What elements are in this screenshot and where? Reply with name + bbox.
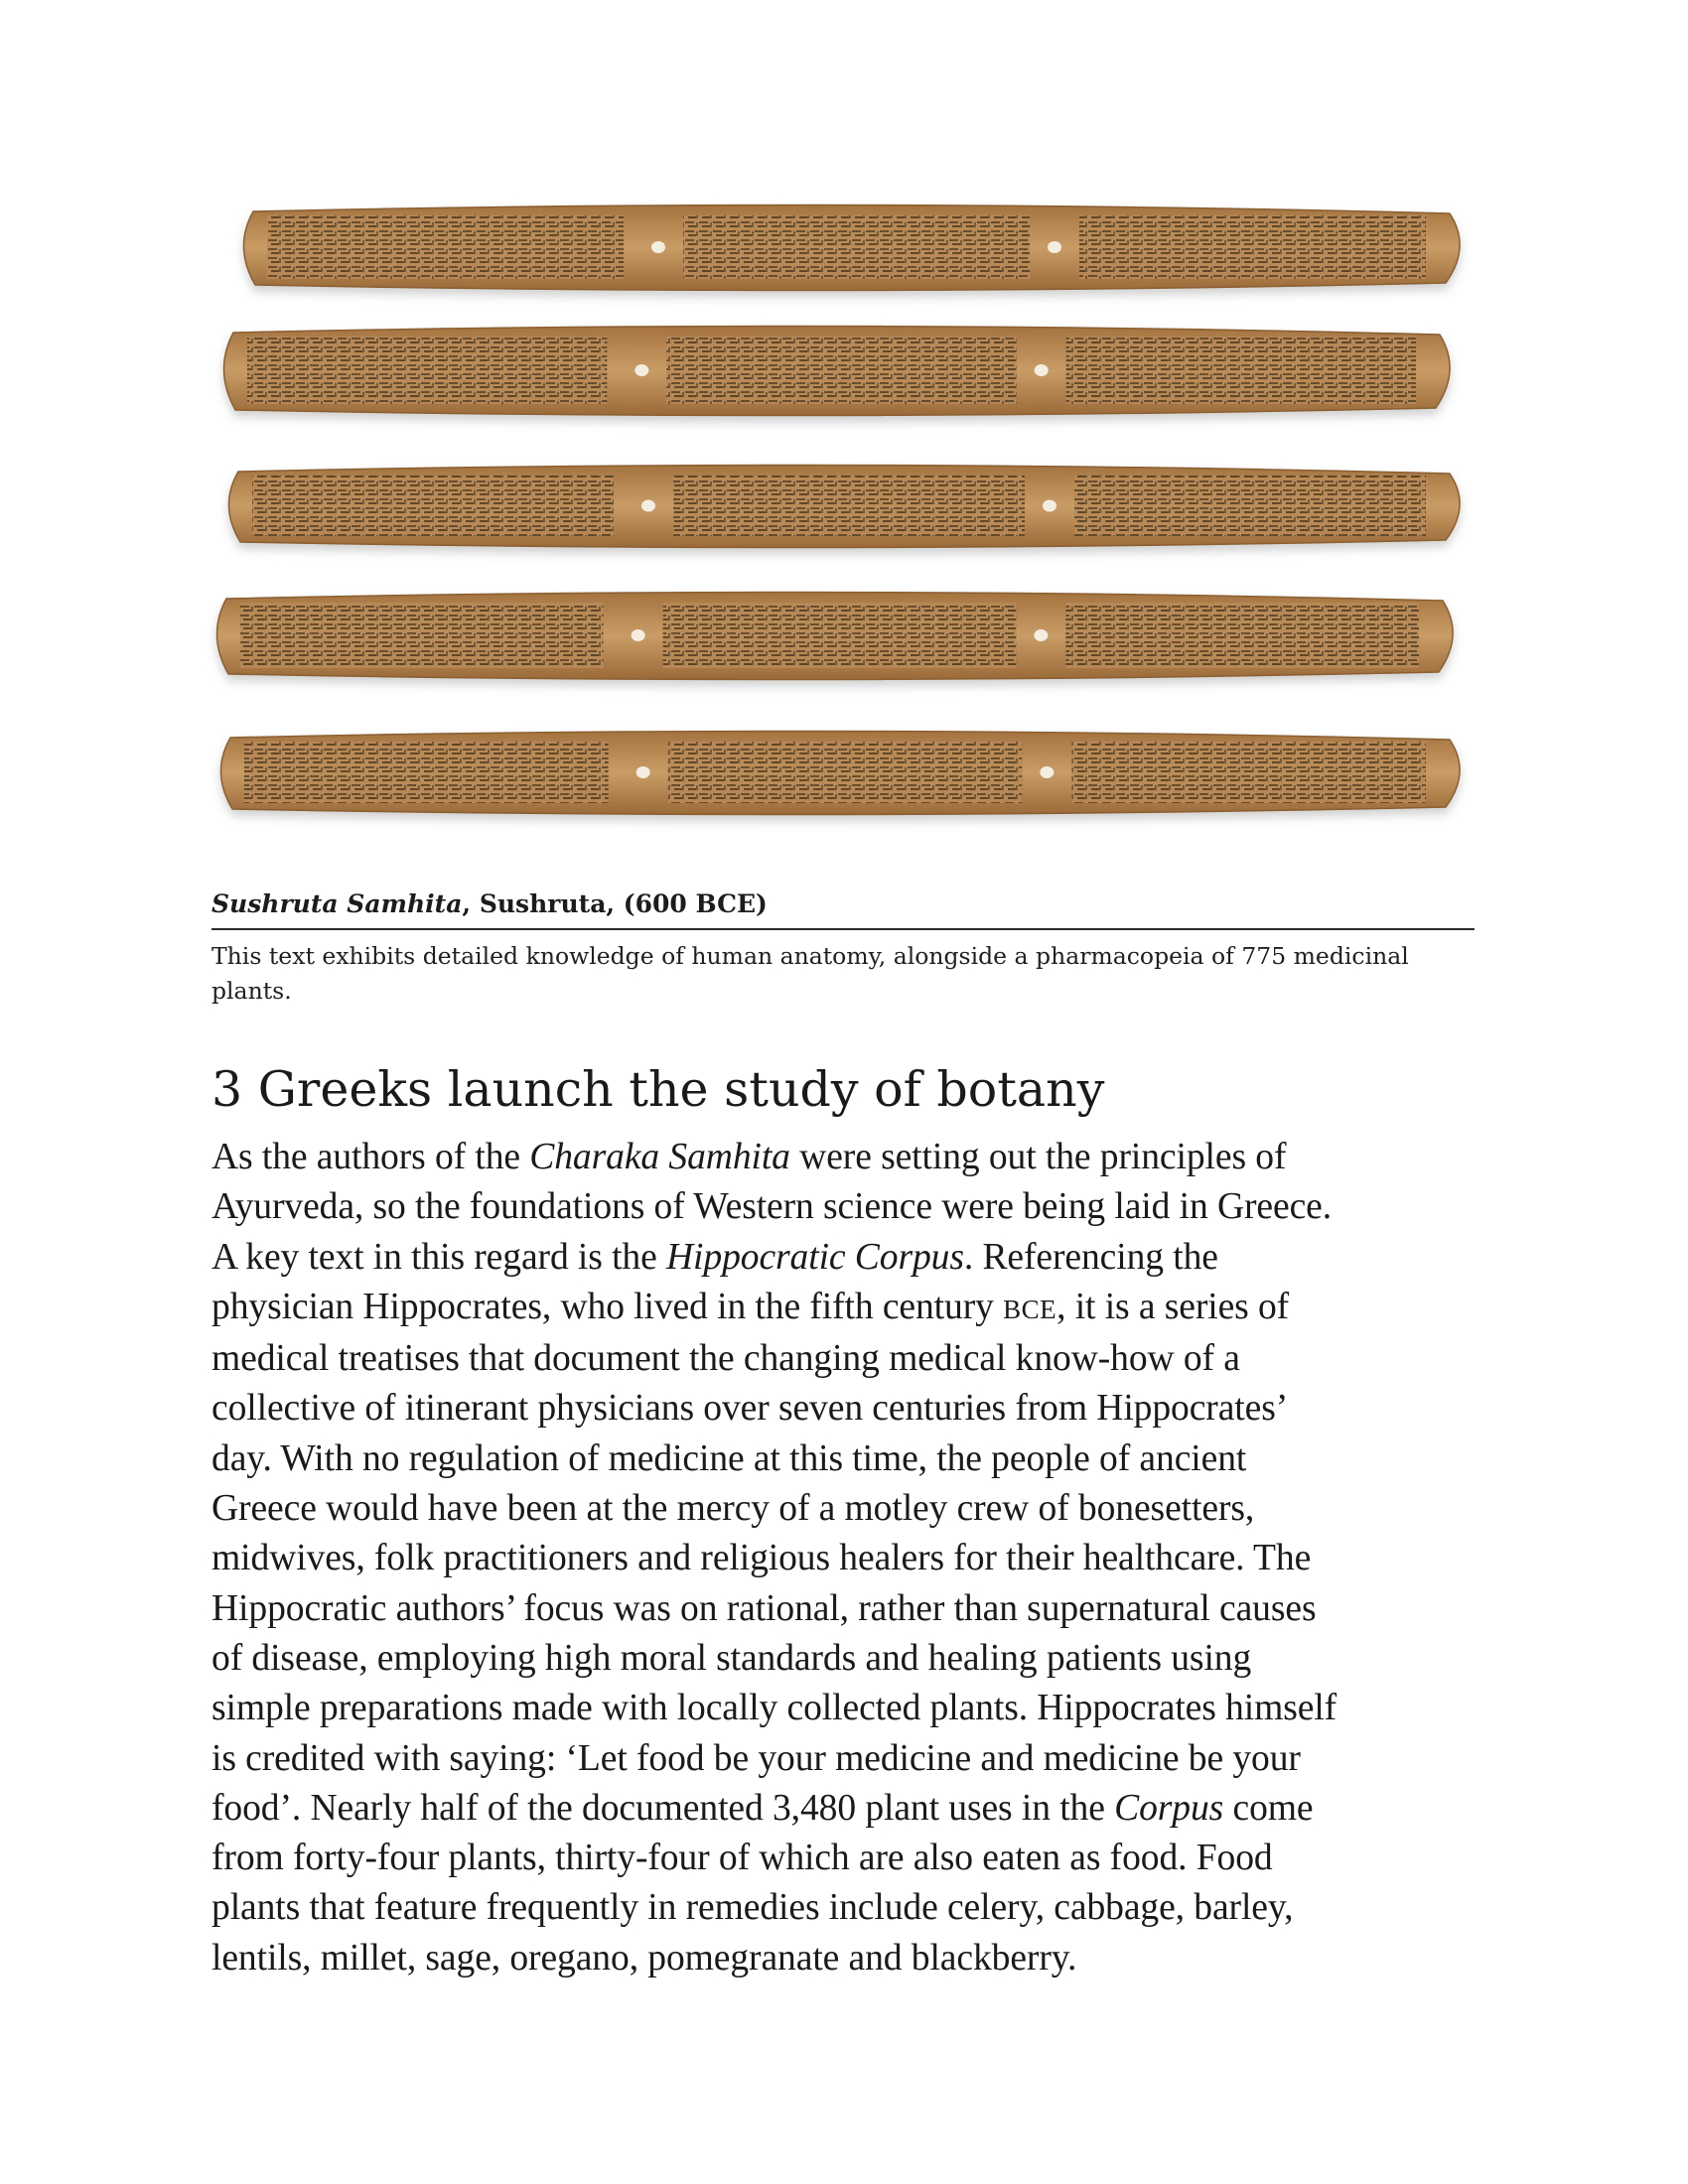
script-panel — [666, 337, 1016, 404]
body-line: Ayurveda, so the foundations of Western science were being laid in Greece. — [211, 1186, 1333, 1228]
script-panel — [1071, 742, 1426, 803]
script-panel — [267, 215, 624, 279]
script-panel — [1074, 476, 1426, 536]
section-heading: 3 Greeks launch the study of botany — [211, 1061, 1105, 1118]
caption-line: plants. — [211, 977, 292, 1005]
body-paragraph — [211, 1133, 1492, 1983]
binding-hole — [1040, 766, 1054, 778]
script-panel — [668, 742, 1023, 803]
figure-caption-title — [211, 887, 1473, 921]
manuscript-leaves-image — [199, 194, 1489, 859]
body-line: of disease, employing high moral standards and healing patients using — [211, 1637, 1252, 1679]
body-line: simple preparations made with locally collected plants. Hippocrates himself — [211, 1688, 1337, 1729]
body-line: from forty-four plants, thirty-four of which are also eaten as food. Food — [211, 1838, 1273, 1879]
caption-title-italic: Sushruta Samhita — [211, 889, 463, 918]
script-panel — [663, 603, 1017, 668]
script-panel — [1066, 337, 1416, 404]
binding-hole — [641, 500, 655, 512]
manuscript-leaf — [228, 465, 1460, 547]
script-panel — [252, 476, 614, 536]
body-line: collective of itinerant physicians over seven centuries from Hippocrates’ — [211, 1388, 1289, 1430]
binding-hole — [632, 629, 645, 641]
binding-hole — [636, 766, 650, 778]
binding-hole — [634, 364, 648, 376]
script-panel — [1079, 215, 1426, 279]
binding-hole — [1035, 364, 1049, 376]
binding-hole — [1048, 241, 1061, 253]
manuscript-leaf — [243, 205, 1460, 290]
body-line: Greece would have been at the mercy of a motley crew of bonesetters, — [211, 1488, 1255, 1530]
body-line: medical treatises that document the changing medical know-how of a — [211, 1338, 1240, 1380]
manuscript-leaf — [216, 592, 1453, 679]
small-caps-era: BCE — [1003, 1294, 1057, 1324]
binding-hole — [1034, 629, 1048, 641]
body-line: As the authors of the Charaka Samhita were setting out the principles of — [211, 1137, 1287, 1177]
body-line: plants that feature frequently in remedies include celery, cabbage, barley, — [211, 1887, 1294, 1929]
script-panel — [240, 603, 604, 668]
body-line: physician Hippocrates, who lived in the fifth century BCE, it is a series of — [211, 1286, 1290, 1327]
binding-hole — [1043, 500, 1056, 512]
script-panel — [683, 215, 1030, 279]
body-line: food’. Nearly half of the documented 3,480 plant uses in the Corpus come — [211, 1787, 1314, 1829]
script-panel — [244, 742, 609, 803]
body-line: day. With no regulation of medicine at this time, the people of ancient — [211, 1437, 1247, 1479]
script-panel — [673, 476, 1025, 536]
binding-hole — [651, 241, 665, 253]
italic-title: Corpus — [1114, 1787, 1224, 1829]
italic-title: Hippocratic Corpus — [666, 1236, 964, 1278]
script-panel — [1065, 603, 1419, 668]
body-line: is credited with saying: ‘Let food be your medicine and medicine be your — [211, 1737, 1301, 1779]
script-panel — [247, 337, 607, 404]
body-line: A key text in this regard is the Hippocratic Corpus. Referencing the — [211, 1236, 1218, 1278]
manuscript-leaf — [223, 326, 1450, 415]
manuscript-leaf — [220, 731, 1460, 814]
body-line: midwives, folk practitioners and religious healers for their healthcare. The — [211, 1538, 1312, 1579]
figure-caption-description — [211, 939, 1473, 1009]
body-line: Hippocratic authors’ focus was on rational, rather than supernatural causes — [211, 1587, 1317, 1629]
caption-line: This text exhibits detailed knowledge of human anatomy, alongside a pharmacopeia of 775 medicinal — [211, 942, 1409, 970]
body-line: lentils, millet, sage, oregano, pomegranate and blackberry. — [211, 1937, 1077, 1979]
caption-title-rest: , Sushruta, (600 BCE) — [462, 889, 768, 918]
caption-divider — [211, 928, 1475, 930]
italic-title: Charaka Samhita — [529, 1137, 790, 1177]
